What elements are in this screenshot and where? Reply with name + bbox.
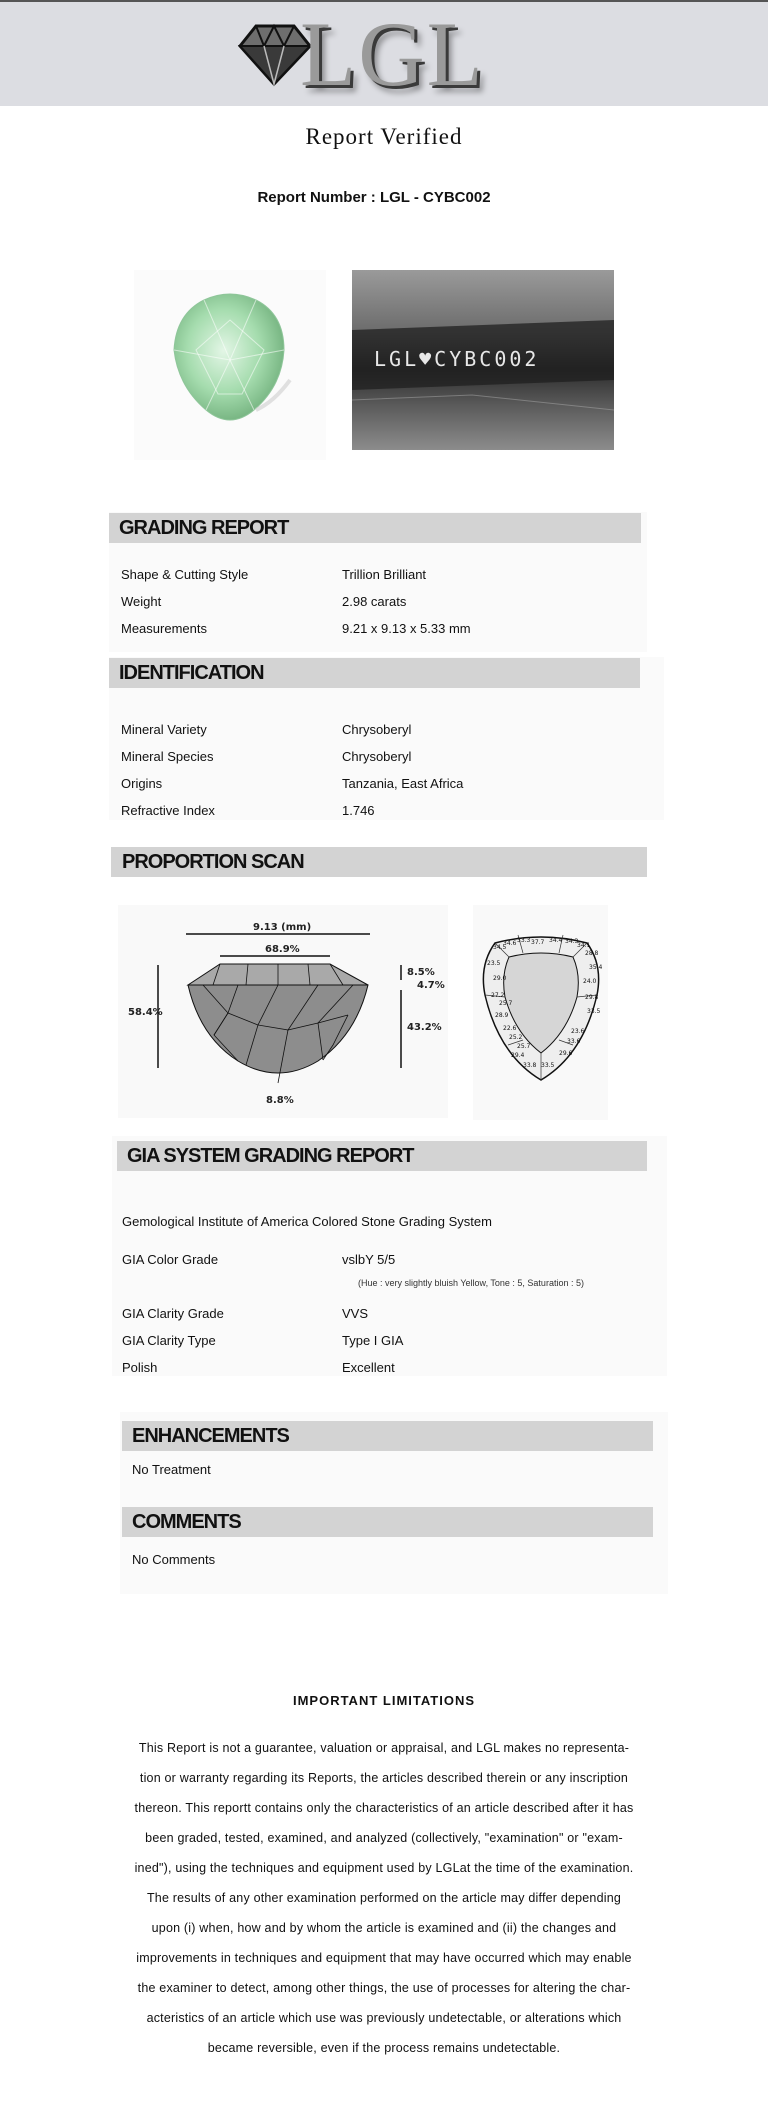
gia-label-clarity-type: GIA Clarity Type <box>122 1333 216 1348</box>
grading-value-measurements: 9.21 x 9.13 x 5.33 mm <box>342 621 471 636</box>
proportion-scan-heading: PROPORTION SCAN <box>111 847 647 877</box>
girdle-label: 4.7% <box>417 980 445 991</box>
gia-subtitle: Gemological Institute of America Colored Stone Grading System <box>122 1214 492 1229</box>
gia-label-polish: Polish <box>122 1360 158 1375</box>
gia-label-clarity-grade: GIA Clarity Grade <box>122 1306 224 1321</box>
gia-value-clarity-type: Type I GIA <box>342 1333 404 1348</box>
facet-label: 22.6 <box>503 1025 517 1032</box>
facet-label: 25.7 <box>499 1000 513 1007</box>
facet-label: 23.5 <box>487 960 501 967</box>
gia-heading: GIA SYSTEM GRADING REPORT <box>117 1141 647 1171</box>
gia-color-note: (Hue : very slightly bluish Yellow, Tone : 5, Saturation : 5) <box>358 1278 584 1288</box>
proportion-side-view <box>118 905 448 1118</box>
facet-label: 29.0 <box>493 975 507 982</box>
facet-label: 33.6 <box>567 1038 581 1045</box>
total-depth-label: 58.4% <box>128 1007 163 1018</box>
id-label-origins: Origins <box>121 776 163 791</box>
gia-value-color: vslbY 5/5 <box>342 1252 396 1267</box>
facet-label: 34.6 <box>503 940 517 947</box>
facet-label: 33.3 <box>517 937 531 944</box>
identification-heading: IDENTIFICATION <box>109 658 640 688</box>
report-number: Report Number : LGL - CYBC002 <box>257 189 491 206</box>
limitations-line: acteristics of an article which use was previously undetectable, or alterations which <box>146 2011 622 2025</box>
comments-heading: COMMENTS <box>122 1507 653 1537</box>
facet-label: 34.4 <box>549 937 563 944</box>
id-label-variety: Mineral Variety <box>121 722 207 737</box>
enhancements-heading: ENHANCEMENTS <box>122 1421 653 1451</box>
facet-label: 33.8 <box>523 1062 537 1069</box>
limitations-line: been graded, tested, examined, and analyzed (collectively, "examination" or "exam- <box>145 1831 623 1845</box>
facet-label: 23.6 <box>571 1028 585 1035</box>
comments-text: No Comments <box>132 1552 216 1567</box>
limitations-line: became reversible, even if the process remains undetectable. <box>207 2041 561 2055</box>
facet-label: 33.5 <box>587 1008 601 1015</box>
inscription-text: LGL♥CYBC002 <box>374 347 540 371</box>
facet-label: 35.4 <box>589 964 603 971</box>
table-label: 68.9% <box>265 944 300 955</box>
facet-label: 24.0 <box>583 978 597 985</box>
facet-label: 25.2 <box>509 1034 523 1041</box>
id-value-variety: Chrysoberyl <box>342 722 412 737</box>
id-value-species: Chrysoberyl <box>342 749 412 764</box>
header-bar <box>0 0 768 106</box>
proportion-top-view <box>473 905 608 1120</box>
id-value-refractive-index: 1.746 <box>342 803 375 818</box>
limitations-line: This Report is not a guarantee, valuation or appraisal, and LGL makes no representa- <box>138 1741 630 1755</box>
gem-photo <box>134 270 326 460</box>
facet-label: 34.5 <box>493 944 507 951</box>
inscription-photo <box>352 270 614 450</box>
gia-value-polish: Excellent <box>342 1360 395 1375</box>
id-value-origins: Tanzania, East Africa <box>342 776 464 791</box>
facet-label: 28.9 <box>495 1012 509 1019</box>
limitations-line: ined"), using the techniques and equipment used by LGLat the time of the examination. <box>134 1861 634 1875</box>
facet-label: 29.8 <box>585 994 599 1001</box>
limitations-line: thereon. This reportt contains only the characteristics of an article described after it has <box>134 1801 634 1815</box>
grading-report-heading: GRADING REPORT <box>109 513 641 543</box>
crown-height-label: 8.5% <box>407 967 435 978</box>
limitations-text <box>118 1733 650 2063</box>
id-label-species: Mineral Species <box>121 749 214 764</box>
facet-label: 33.5 <box>541 1062 555 1069</box>
facet-label: 29.6 <box>559 1050 573 1057</box>
facet-label: 29.4 <box>511 1052 525 1059</box>
page-title: Report Verified <box>305 124 463 149</box>
facet-label: 28.8 <box>585 950 599 957</box>
id-label-refractive-index: Refractive Index <box>121 803 215 818</box>
pavilion-depth-label: 43.2% <box>407 1022 442 1033</box>
facet-label: 34.3 <box>565 938 579 945</box>
limitations-line: improvements in techniques and equipment that may have occurred which may enable <box>136 1951 632 1965</box>
culet-label: 8.8% <box>266 1095 294 1106</box>
logo-text: LGL <box>300 3 485 105</box>
facet-label: 25.7 <box>517 1043 531 1050</box>
limitations-line: upon (i) when, how and by whom the article is examined and (ii) the changes and <box>151 1921 617 1935</box>
limitations-line: tion or warranty regarding its Reports, the articles described therein or any inscription <box>139 1771 629 1785</box>
limitations-title: IMPORTANT LIMITATIONS <box>292 1693 476 1708</box>
enhancements-text: No Treatment <box>132 1462 211 1477</box>
facet-label: 27.2 <box>491 992 505 999</box>
width-label: 9.13 (mm) <box>253 922 312 933</box>
gia-value-clarity-grade: VVS <box>342 1306 369 1321</box>
grading-value-weight: 2.98 carats <box>342 594 407 609</box>
limitations-line: The results of any other examination performed on the article may differ depending <box>146 1891 622 1905</box>
facet-label: 37.7 <box>531 939 545 946</box>
limitations-line: the examiner to detect, among other things, the use of processes for altering the char- <box>137 1981 631 1995</box>
grading-value-shape: Trillion Brilliant <box>342 567 427 582</box>
grading-label-measurements: Measurements <box>121 621 207 636</box>
grading-label-weight: Weight <box>121 594 162 609</box>
gia-label-color: GIA Color Grade <box>122 1252 219 1267</box>
grading-label-shape: Shape & Cutting Style <box>121 567 249 582</box>
facet-label: 34.1 <box>577 942 591 949</box>
